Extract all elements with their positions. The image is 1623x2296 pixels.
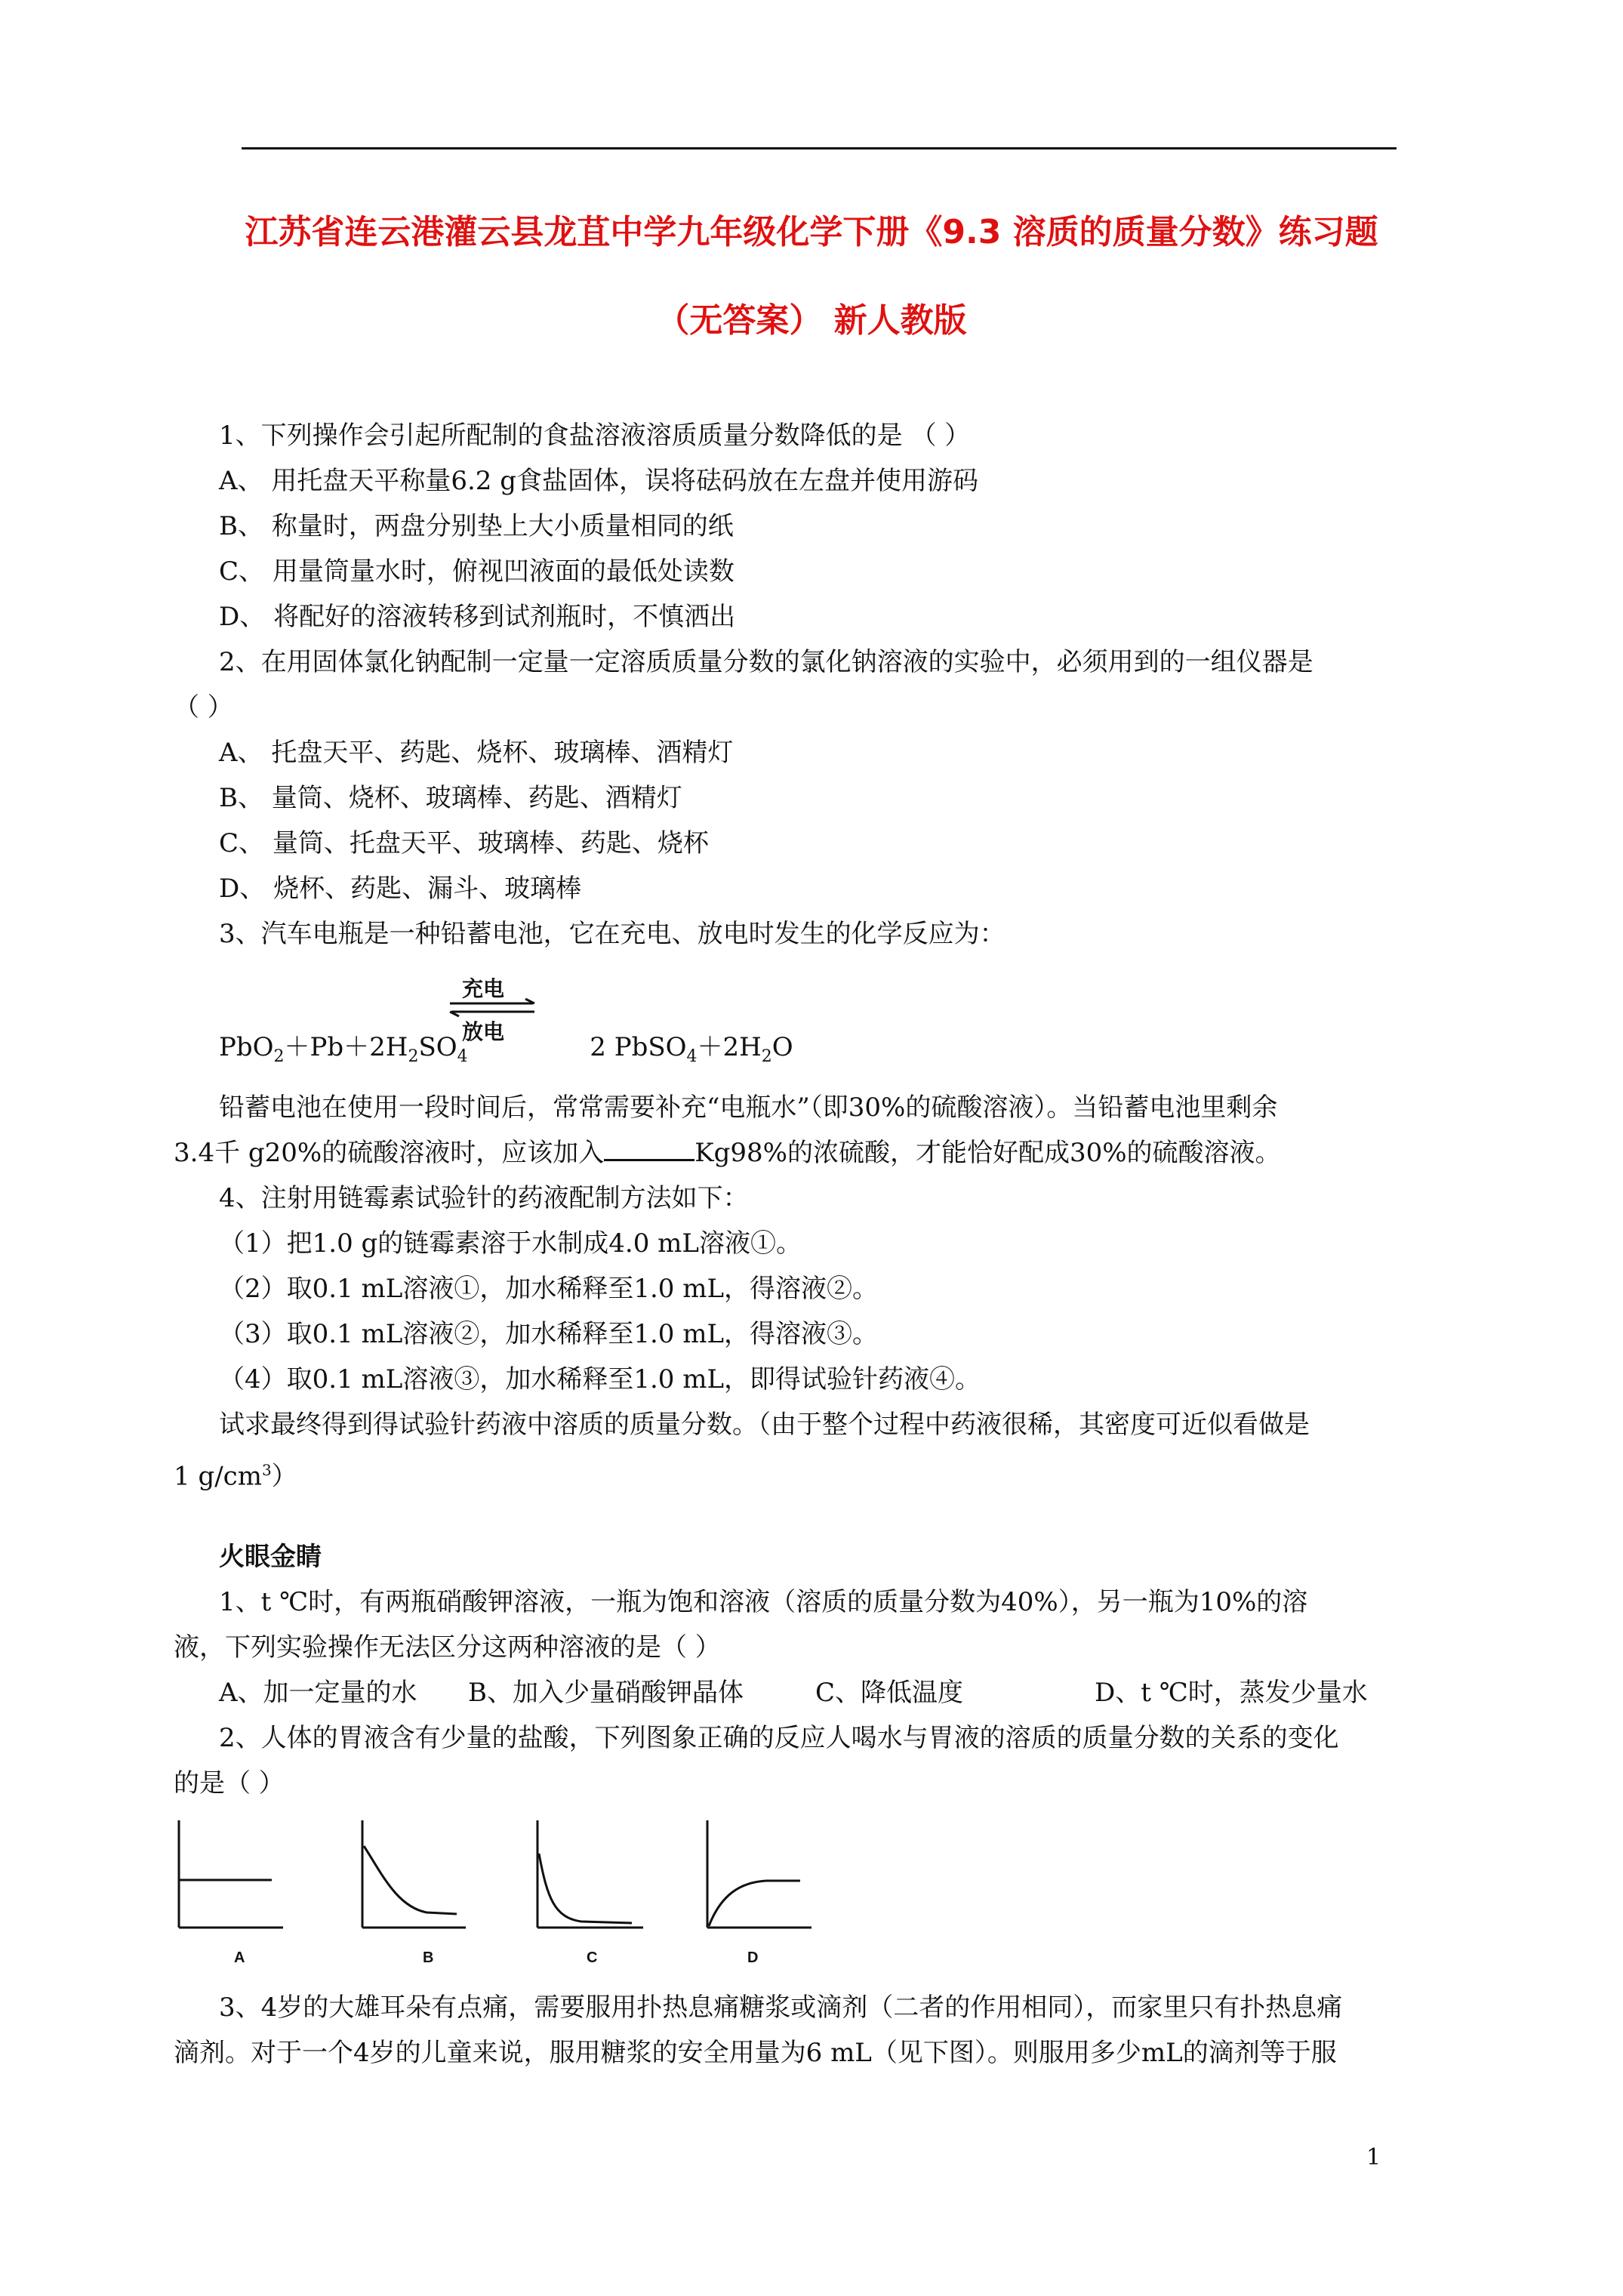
graph-label-a: A [234, 1949, 245, 1966]
s-q1-option-d: D、t ℃时，蒸发少量水 [1095, 1678, 1368, 1708]
reaction-equation [219, 1031, 793, 1074]
q3-paragraph-line2 [174, 1136, 1281, 1170]
q2-stem-line1: 2、在用固体氯化钠配制一定量一定溶质质量分数的氯化钠溶液的实验中，必须用到的一组仪器是 [219, 647, 1313, 677]
q2-option-d: D、 烧杯、药匙、漏斗、玻璃棒 [219, 874, 582, 904]
q4-ask-text: 1 g/cm [174, 1461, 262, 1492]
q2-option-c: C、 量筒、托盘天平、玻璃棒、药匙、烧杯 [219, 828, 709, 858]
s-q1-option-c: C、降低温度 [815, 1678, 964, 1708]
q2-stem-line2: （ ） [174, 692, 233, 723]
s-q1-line1: 1、t ℃时，有两瓶硝酸钾溶液，一瓶为饱和溶液（溶质的质量分数为40%），另一瓶为10%的溶 [219, 1587, 1308, 1617]
equation-term: O [771, 1032, 793, 1062]
s-q2-line1: 2、人体的胃液含有少量的盐酸，下列图象正确的反应人喝水与胃液的溶质的质量分数的关系的变化 [219, 1723, 1339, 1753]
equation-subscript: 2 [273, 1046, 285, 1066]
q4-ask-close: ） [271, 1461, 297, 1492]
reaction-arrow-bottom-label: 放电 [462, 1019, 505, 1044]
q3-stem: 3、汽车电瓶是一种铅蓄电池，它在充电、放电时发生的化学反应为： [219, 919, 1006, 949]
q4-step-4: （4）取0.1 mL溶液③，加水稀释至1.0 mL，即得试验针药液④。 [219, 1364, 981, 1395]
s-q3-line1: 3、4岁的大雄耳朵有点痛，需要服用扑热息痛糖浆或滴剂（二者的作用相同），而家里只有扑热息痛 [219, 1992, 1343, 2023]
q4-ask-line2 [174, 1453, 297, 1493]
q3-paragraph-line1: 铅蓄电池在使用一段时间后，常常需要补充“电瓶水”（即30%的硫酸溶液）。当铅蓄电池里剩余 [219, 1093, 1278, 1123]
q2-option-a: A、 托盘天平、药匙、烧杯、玻璃棒、酒精灯 [219, 738, 734, 768]
q1-option-d: D、 将配好的溶液转移到试剂瓶时，不慎洒出 [219, 602, 736, 632]
reversible-arrow-icon [447, 998, 537, 1018]
equation-subscript: 2 [408, 1046, 419, 1066]
q4-stem: 4、注射用链霉素试验针的药液配制方法如下： [219, 1183, 749, 1213]
graph-label-c: C [587, 1949, 598, 1966]
q1-option-c: C、 用量筒量水时，俯视凹液面的最低处读数 [219, 556, 735, 587]
q1-option-a: A、 用托盘天平称量6.2 g食盐固体，误将砝码放在左盘并使用游码 [219, 466, 979, 496]
s-q1-option-a: A、加一定量的水 [219, 1678, 417, 1708]
page-number: 1 [1366, 2144, 1381, 2171]
page-title-line1: 江苏省连云港灌云县龙苴中学九年级化学下册《9.3 溶质的质量分数》练习题 [245, 213, 1378, 251]
s-q1-line2: 液，下列实验操作无法区分这两种溶液的是（ ） [174, 1632, 721, 1663]
equation-term: 2 PbSO [590, 1032, 687, 1062]
s-q3-line2: 滴剂。对于一个4岁的儿童来说，服用糖浆的安全用量为6 mL（见下图）。则服用多少mL的滴剂等于服 [174, 2038, 1337, 2068]
q3-paragraph-text-b: Kg98%的浓硫酸，才能恰好配成30%的硫酸溶液。 [694, 1138, 1281, 1168]
s-q1-option-b: B、加入少量硝酸钾晶体 [468, 1678, 744, 1708]
q4-step-3: （3）取0.1 mL溶液②，加水稀释至1.0 mL，得溶液③。 [219, 1319, 879, 1349]
q4-step-1: （1）把1.0 g的链霉素溶于水制成4.0 mL溶液①。 [219, 1228, 802, 1259]
equation-term: SO [418, 1032, 457, 1062]
equation-subscript: 2 [761, 1046, 772, 1066]
graph-c [537, 1820, 643, 1928]
equation-term: ＋Pb＋2H [284, 1032, 408, 1062]
header-rule [242, 147, 1397, 149]
page-title-line2: （无答案） 新人教版 [656, 301, 967, 340]
graph-b [362, 1820, 466, 1928]
graphs-figure [170, 1816, 819, 1944]
graph-label-d: D [747, 1949, 759, 1966]
equation-subscript: 4 [457, 1046, 468, 1066]
reaction-arrow-top-label: 充电 [462, 976, 505, 1001]
section-heading: 火眼金睛 [219, 1542, 322, 1572]
q4-ask-superscript: 3 [261, 1461, 272, 1479]
q4-ask-line1: 试求最终得到得试验针药液中溶质的质量分数。（由于整个过程中药液很稀，其密度可近似看做是 [219, 1410, 1310, 1440]
q2-option-b: B、 量筒、烧杯、玻璃棒、药匙、酒精灯 [219, 783, 682, 813]
equation-term: ＋2H [697, 1032, 762, 1062]
q1-stem: 1、下列操作会引起所配制的食盐溶液溶质质量分数降低的是 （ ） [219, 421, 971, 451]
graph-d [707, 1820, 812, 1928]
graph-label-b: B [423, 1949, 434, 1966]
answer-blank [604, 1136, 694, 1161]
graph-a [179, 1820, 283, 1928]
q3-paragraph-text-a: 3.4千 g20%的硫酸溶液时，应该加入 [174, 1138, 605, 1168]
equation-term: PbO [219, 1032, 274, 1062]
s-q2-line2: 的是（ ） [174, 1768, 285, 1798]
equation-subscript: 4 [686, 1046, 698, 1066]
q1-option-b: B、 称量时，两盘分别垫上大小质量相同的纸 [219, 511, 734, 541]
q4-step-2: （2）取0.1 mL溶液①，加水稀释至1.0 mL，得溶液②。 [219, 1274, 879, 1304]
